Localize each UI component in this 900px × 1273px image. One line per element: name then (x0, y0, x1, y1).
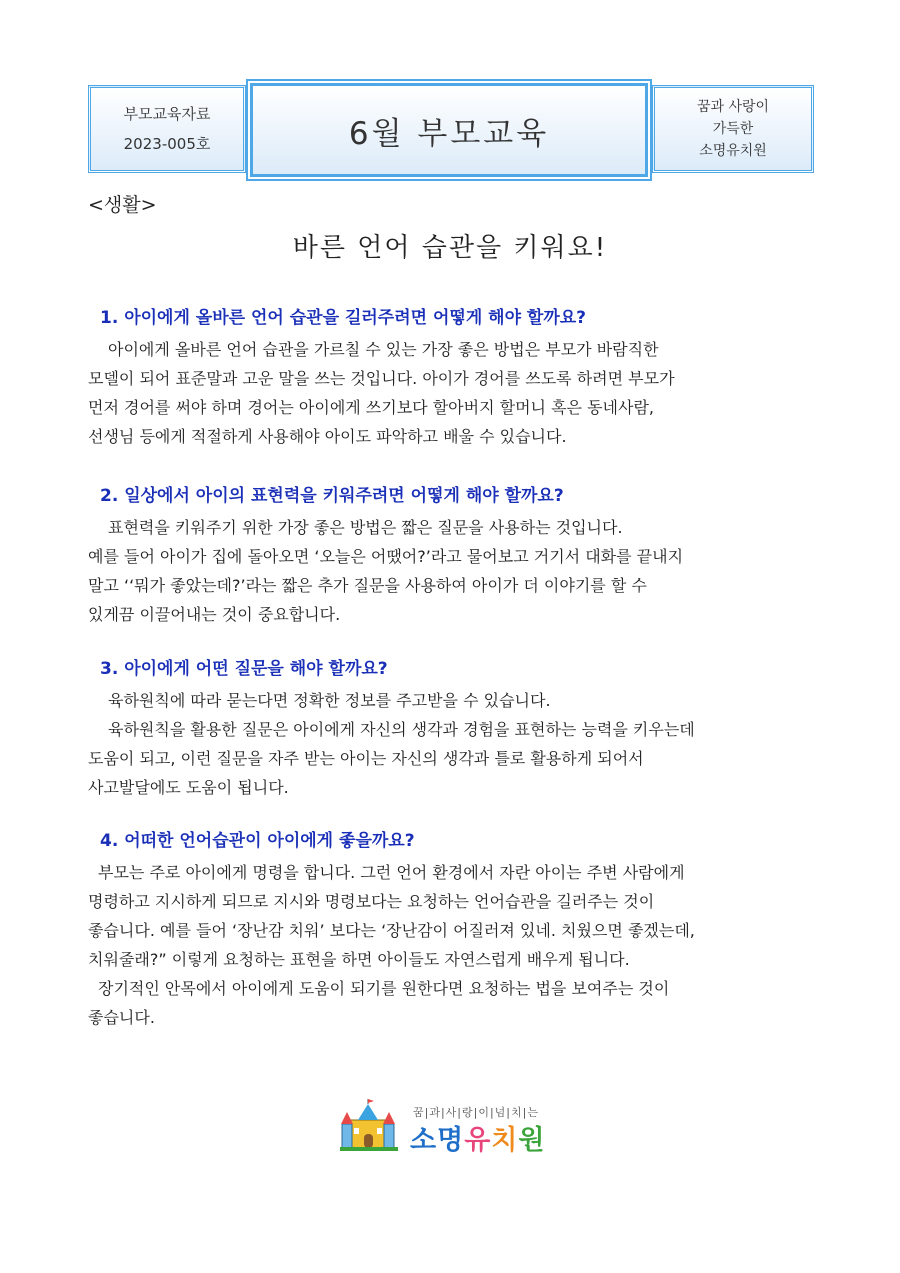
paragraph-line: 먼저 경어를 써야 하며 경어는 아이에게 쓰기보다 할아버지 할머니 혹은 동네사람, (88, 398, 654, 417)
motto-line-1: 꿈과 사랑이 (696, 99, 770, 115)
section-1 (88, 303, 818, 451)
paragraph-line: 부모는 주로 아이에게 명령을 합니다. 그런 언어 환경에서 자란 아이는 주변 사람에게 (98, 863, 685, 882)
school-name-char: 명 (437, 1125, 465, 1156)
section-2 (88, 481, 818, 629)
category-label: <생활> (88, 194, 157, 216)
paragraph-line: 표현력을 키워주기 위한 가장 좋은 방법은 짧은 질문을 사용하는 것입니다. (108, 518, 623, 537)
school-motto-box (652, 85, 814, 173)
paragraph-line: 좋습니다. 예를 들어 ‘장난감 치워’ 보다는 ‘장난감이 어질러져 있네. 치웠으면 좋겠는데, (88, 921, 695, 940)
paragraph-line: 좋습니다. (88, 1008, 155, 1027)
school-name-char: 소 (410, 1125, 438, 1156)
paragraph-line: 있게끔 이끌어내는 것이 중요합니다. (88, 605, 341, 624)
paragraph-line: 장기적인 안목에서 아이에게 도움이 되기를 원한다면 요청하는 법을 보여주는 것이 (98, 979, 670, 998)
paragraph-line: 예를 들어 아이가 집에 돌아오면 ‘오늘은 어땠어?’라고 물어보고 거기서 대화를 끝내지 (88, 547, 684, 566)
section-3 (88, 654, 818, 802)
motto-line-3: 소명유치원 (699, 143, 767, 159)
paragraph-line: 아이에게 올바른 언어 습관을 가르칠 수 있는 가장 좋은 방법은 부모가 바람직한 (108, 340, 659, 359)
paragraph-line: 도움이 되고, 이런 질문을 자주 받는 아이는 자신의 생각과 틀로 활용하게 되어서 (88, 749, 644, 768)
doc-number-box (88, 85, 246, 173)
section-4 (88, 826, 818, 1032)
paragraph-line: 사고발달에도 도움이 됩니다. (88, 778, 289, 797)
paragraph-line: 치워줄래?” 이렇게 요청하는 표현을 하면 아이들도 자연스럽게 배우게 됩니다. (88, 950, 630, 969)
school-name (410, 1118, 545, 1157)
paragraph-line: 명령하고 지시하게 되므로 지시와 명령보다는 요청하는 언어습관을 길러주는 것이 (88, 892, 655, 911)
paragraph-line: 육하원칙을 활용한 질문은 아이에게 자신의 생각과 경험을 표현하는 능력을 키우는데 (108, 720, 695, 739)
paragraph-line: 모델이 되어 표준말과 고운 말을 쓰는 것입니다. 아이가 경어를 쓰도록 하려면 부모가 (88, 369, 675, 388)
school-motto: 꿈|과|사|랑|이|넘|치|는 (413, 1106, 539, 1119)
paragraph-line: 선생님 등에게 적절하게 사용해야 아이도 파악하고 배울 수 있습니다. (88, 427, 567, 446)
school-name-char: 치 (491, 1125, 519, 1156)
school-name-char: 유 (464, 1125, 492, 1156)
section-question: 4. 어떠한 언어습관이 아이에게 좋을까요? (100, 831, 415, 851)
doc-number: 2023-005호 (123, 135, 211, 153)
title-box (250, 83, 648, 177)
castle-icon (340, 1099, 398, 1151)
paragraph-line: 육하원칙에 따라 묻는다면 정확한 정보를 주고받을 수 있습니다. (108, 691, 551, 710)
page-title: 6월 부모교육 (348, 115, 550, 152)
school-name-char: 원 (518, 1125, 546, 1156)
paragraph-line: 말고 ‘‘뭐가 좋았는데?’라는 짧은 추가 질문을 사용하여 아이가 더 이야기를 할 수 (88, 576, 647, 595)
section-question: 1. 아이에게 올바른 언어 습관을 길러주려면 어떻게 해야 할까요? (100, 308, 587, 328)
doc-type-label: 부모교육자료 (123, 105, 211, 123)
main-title: 바른 언어 습관을 키워요! (292, 233, 608, 263)
section-question: 3. 아이에게 어떤 질문을 해야 할까요? (100, 659, 388, 679)
section-question: 2. 일상에서 아이의 표현력을 키워주려면 어떻게 해야 할까요? (100, 486, 564, 506)
motto-line-2: 가득한 (712, 121, 754, 137)
